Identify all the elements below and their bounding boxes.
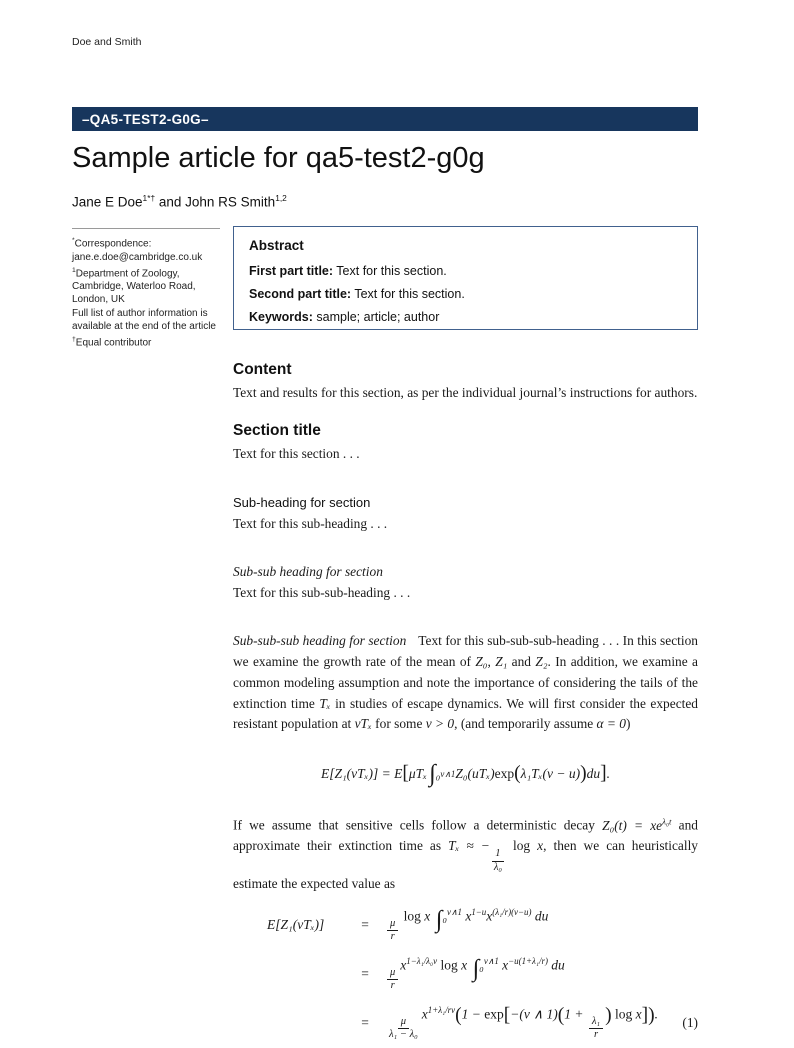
article-title: Sample article for qa5-test2-g0g xyxy=(72,142,485,174)
equation-lhs: E[Z₁(vTₓ)] xyxy=(267,917,325,933)
subsection-paragraph: Text for this sub-heading . . . xyxy=(233,515,388,531)
equals-sign: = xyxy=(361,966,369,982)
runin-heading: Sub-sub-sub heading for section xyxy=(233,633,407,649)
article-body xyxy=(233,360,698,1048)
correspondence-rule xyxy=(72,228,220,229)
affiliation-line: Cambridge, Waterloo Road, xyxy=(72,281,196,293)
banner-label: –QA5-TEST2-G0G– xyxy=(82,111,209,127)
equation-rhs: $\frac{\mu}{r}$ log x ∫₀$^{v\wedge 1}$ $x^{1-u}x^{(\lambda_1/r)(v-u)}$ du xyxy=(385,907,698,944)
subsection-heading: Sub-heading for section xyxy=(233,494,371,510)
subsubsub-paragraph xyxy=(233,631,698,735)
equation-group xyxy=(233,901,698,1048)
correspondence-line: *Correspondence: xyxy=(72,237,152,250)
equation-row xyxy=(233,950,698,999)
abstract-box xyxy=(233,226,698,330)
display-equation: E[Z₁(vTₓ)] = E [ μTₓ ∫ ₀ v∧1 Z₀(uTₓ) exp ( λ₁Tₓ(v − u) ) du ] . xyxy=(320,760,611,788)
post-equation-paragraph: If we assume that sensitive cells follow a deterministic decay $Z_0(t) = xe^{\lambda_0t}$ and approximate their extinction time as Tₓ ≈ − $\frac{1}{\text{λ₀}}$ log x, then we can heuristically estimate the expected value as xyxy=(233,816,698,891)
equation-rhs: $\frac{\mu}{r}$ $x^{1-\lambda_1/\lambda_0v}$ log x ∫₀$^{v\wedge 1}$ $x^{-u(1+\lambda_1/r)}$ du xyxy=(385,956,698,993)
article-type-banner xyxy=(72,107,698,131)
abstract-item-label: Second part title: xyxy=(249,287,352,301)
equation-rhs: $\frac{\mu}{\text{λ₁ − λ₀}}$ $x^{1+\lambda_1/rv}(1 - \exp[-(v$ ∧ 1)(1 + $\frac{\text{λ₁}}{r}$ ) log x]). xyxy=(389,1004,659,1041)
equal-contributor-line: †Equal contributor xyxy=(72,336,152,349)
author-info-line: available at the end of the article xyxy=(72,320,216,332)
abstract-item-text: Text for this section. xyxy=(333,264,447,278)
equation-row xyxy=(233,901,698,950)
abstract-item xyxy=(249,287,682,301)
subsubsection-paragraph: Text for this sub-sub-heading . . . xyxy=(233,585,411,601)
abstract-item-label: First part title: xyxy=(249,264,334,278)
content-heading: Content xyxy=(233,361,292,378)
affiliation-line: London, UK xyxy=(72,294,125,306)
affiliation-line: $^1$Department of Zoology, xyxy=(72,266,180,280)
abstract-item-text: Text for this section. xyxy=(351,287,465,301)
abstract-keywords-text: sample; article; author xyxy=(312,310,440,324)
abstract-keywords xyxy=(249,310,682,324)
content-paragraph: Text and results for this section, as per the individual journal’s instructions for authors. xyxy=(233,385,698,400)
abstract-keywords-label: Keywords: xyxy=(249,310,313,324)
equation-row xyxy=(233,999,698,1048)
author-line: Jane E Doe$^{1*\dagger}$ and John RS Smith$^{1,2}$ xyxy=(72,193,287,210)
correspondence-note xyxy=(72,228,226,350)
abstract-heading: Abstract xyxy=(249,238,304,253)
section-paragraph: Text for this section . . . xyxy=(233,445,360,461)
running-head: Doe and Smith xyxy=(72,36,142,48)
correspondence-email: jane.e.doe@cambridge.co.uk xyxy=(72,251,203,263)
section-heading: Section title xyxy=(233,421,321,439)
equals-sign: = xyxy=(361,1015,369,1031)
equals-sign: = xyxy=(361,917,369,933)
abstract-item xyxy=(249,264,682,278)
paragraph-text: Text for this sub-sub-sub-heading . . . In this section we examine the growth rate of the mean of Z₀, Z₁ and Z₂. In addition, we examine a common modeling assumption and note the importance of considering the tails of the extinction time Tₓ in studies of escape dynamics. We will first consider the expected resistant population at vTₓ for some v > 0, (and temporarily assume α = 0) xyxy=(233,633,698,732)
author-info-line: Full list of author information is xyxy=(72,307,208,319)
subsubsection-heading: Sub-sub heading for section xyxy=(233,564,383,580)
equation-number: (1) xyxy=(682,1015,698,1031)
